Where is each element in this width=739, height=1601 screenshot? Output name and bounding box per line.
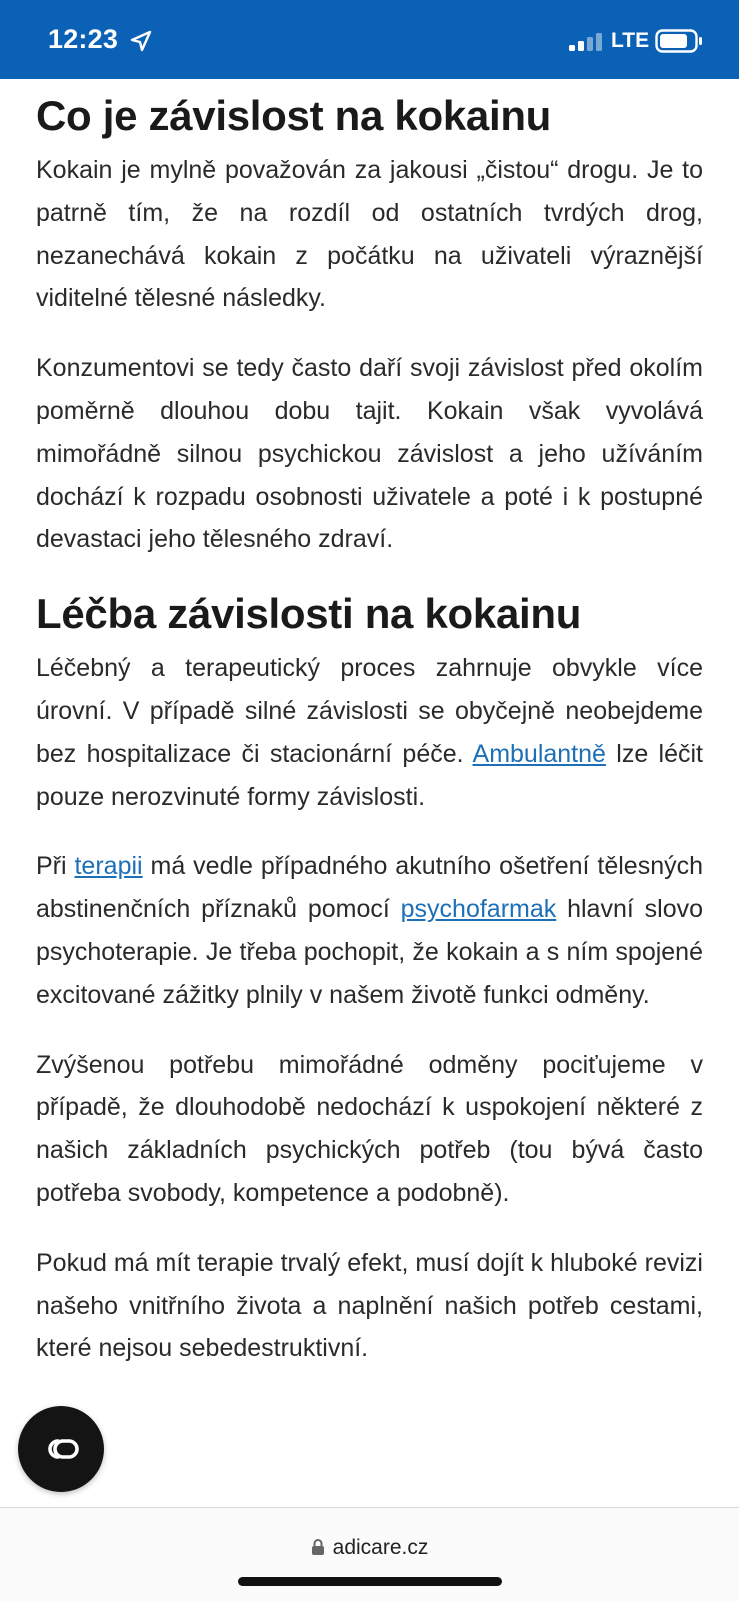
- location-arrow-icon: [130, 30, 152, 52]
- status-bar: [0, 0, 739, 79]
- status-time: 12:23: [48, 24, 119, 54]
- paragraph-4-text-a: Při: [36, 852, 75, 881]
- paragraph-3-text-b: lze léčit pouze nerozvinuté formy závislosti.: [36, 739, 703, 811]
- link-psychofarmak[interactable]: psychofarmak: [400, 895, 557, 924]
- paragraph-1: Kokain je mylně považován za jakousi „čistou“ drogu. Je to patrně tím, že na rozdíl od ostatních tvrdých drog, nezanechává kokain z počátku na uživateli výraznější viditelné tělesné následky.: [36, 156, 703, 313]
- article-content: [36, 79, 703, 1507]
- floating-co-button[interactable]: [18, 1406, 104, 1492]
- paragraph-3-text-a: Léčebný a terapeutický proces zahrnuje obvykle více úrovní. V případě silné závislosti se obyčejně neobejdeme bez hospitalizace či stacionární péče.: [36, 654, 703, 768]
- paragraph-4: [36, 845, 703, 1016]
- paragraph-6: Pokud má mít terapie trvalý efekt, musí dojít k hluboké revizi našeho vnitřního života a naplnění našich potřeb cestami, které nejsou sebedestruktivní.: [36, 1248, 703, 1363]
- home-indicator[interactable]: [238, 1577, 502, 1586]
- heading-what-is-cocaine-addiction: Co je závislost na kokainu: [36, 92, 552, 139]
- paragraph-3: [36, 647, 703, 818]
- browser-bottom-bar: [0, 1507, 739, 1601]
- address-bar[interactable]: [0, 1536, 739, 1560]
- link-terapii[interactable]: terapii: [74, 852, 143, 881]
- co-logo-icon: [38, 1436, 84, 1462]
- paragraph-5: Zvýšenou potřebu mimořádné odměny pociťujeme v případě, že dlouhodobě nedochází k uspokojení některé z našich základních psychických potřeb (tou bývá často potřeba svobody, kompetence a podobně).: [36, 1050, 703, 1207]
- lock-icon: [311, 1538, 325, 1556]
- url-text: adicare.cz: [332, 1536, 429, 1559]
- link-ambulantne[interactable]: Ambulantně: [472, 739, 606, 768]
- network-type: LTE: [611, 29, 650, 52]
- heading-treatment: Léčba závislosti na kokainu: [36, 590, 582, 638]
- paragraph-4-text-b: má vedle případného akutního ošetření tělesných abstinenčních příznaků pomocí: [36, 852, 703, 924]
- cellular-signal-icon: [569, 33, 603, 51]
- paragraph-4-text-c: hlavní slovo psychoterapie. Je třeba pochopit, že kokain a s ním spojené excitované zážitky plnily v našem životě funkci odměny.: [36, 895, 703, 1009]
- battery-icon: [655, 29, 703, 53]
- paragraph-2: Konzumentovi se tedy často daří svoji závislost před okolím poměrně dlouhou dobu tajit. Kokain však vyvolává mimořádně silnou psychickou závislost a jeho užíváním dochází k rozpadu osobnosti uživatele a poté i k postupné devastaci jeho tělesného zdraví.: [36, 354, 703, 554]
